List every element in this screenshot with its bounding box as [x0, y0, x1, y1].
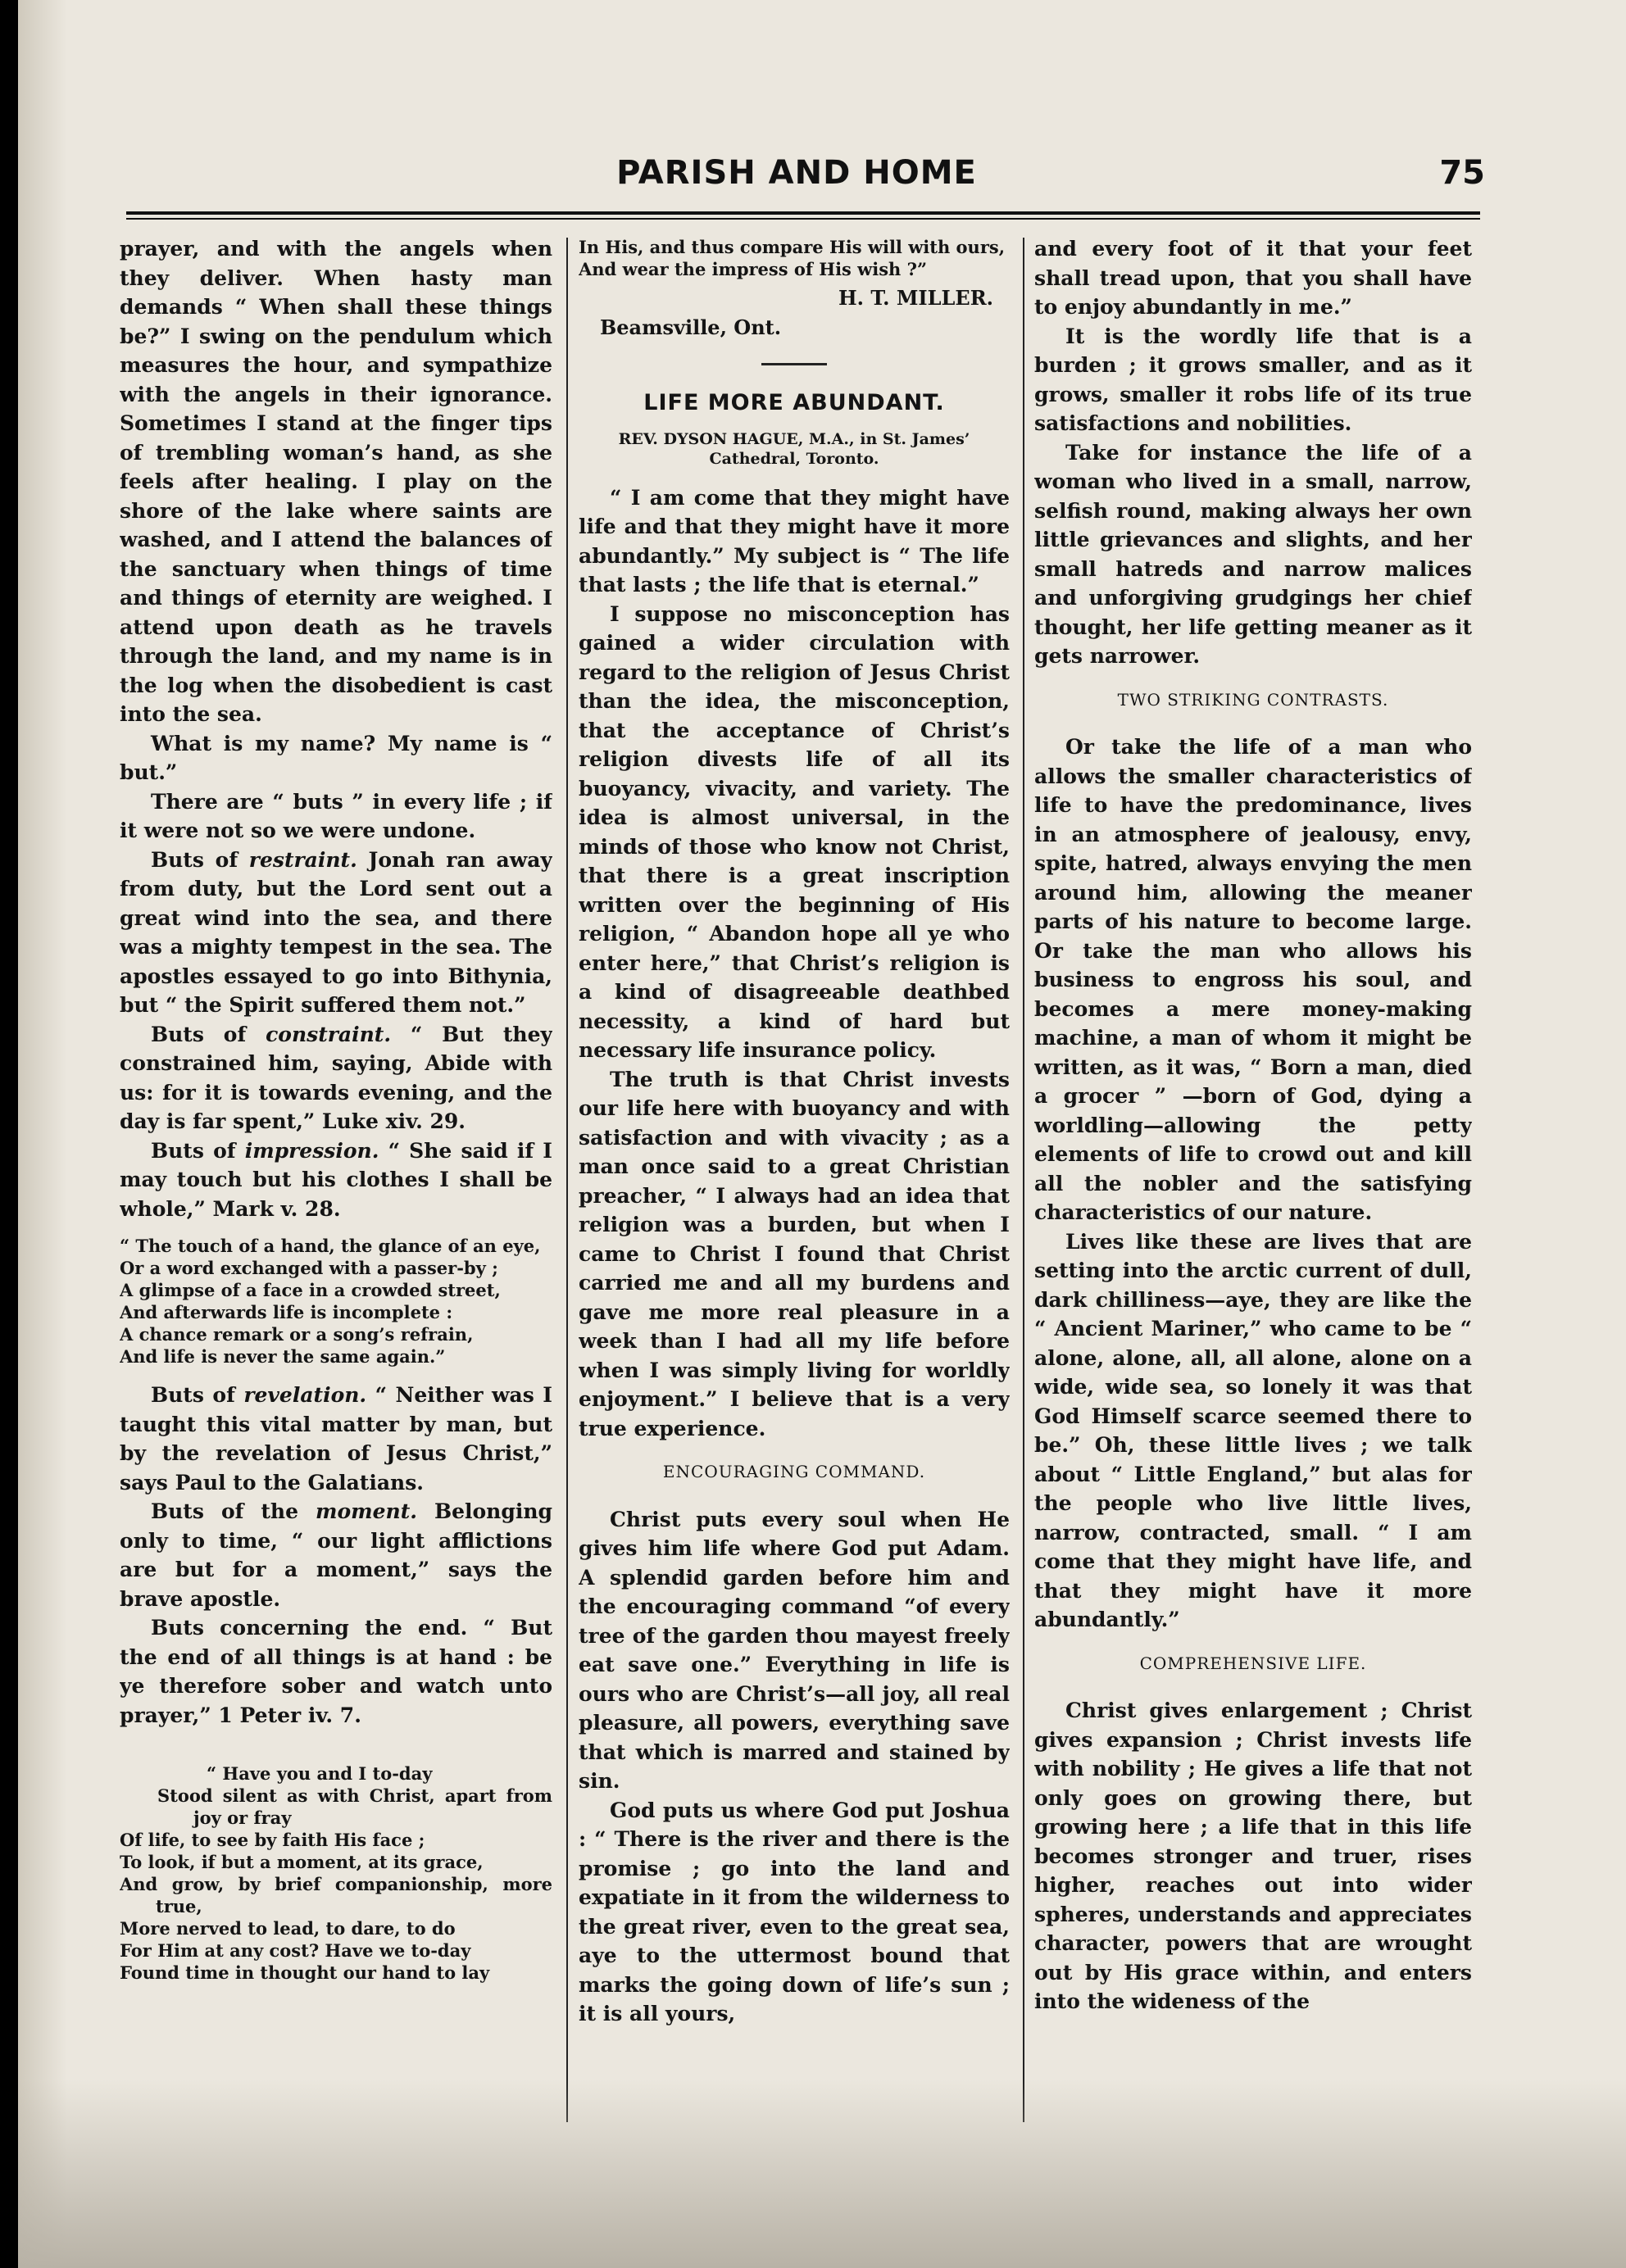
page-number: 75	[1439, 154, 1485, 192]
paragraph	[120, 1381, 552, 1497]
poem-line: For Him at any cost? Have we to-day	[120, 1940, 471, 1961]
byline-line: Cathedral, Toronto.	[709, 449, 879, 468]
poem-line: To look, if but a moment, at its grace,	[120, 1852, 484, 1872]
section-subheading: ENCOURAGING COMMAND.	[662, 1462, 926, 1481]
paragraph: Take for instance the life of a woman who lived in a small, narrow, selfish round, making always her own little grievances and slights, and her small hatreds and narrow malices and unforgiving grudgings her chief thought, her life getting meaner as it gets narrower.	[1034, 440, 1472, 668]
poem-quote	[120, 1235, 552, 1368]
paragraph: Christ puts every soul when He gives him life where God put Adam. A splendid garden before him and the encouraging command “of every tree of the garden thou mayest freely eat save one.” Everything in life is ours who are Christ’s—all joy, all real pleasure, all powers, everything save that which is marred and stained by sin.	[579, 1507, 1010, 1793]
text-run: Buts of	[151, 847, 249, 872]
emphasis: impression.	[244, 1138, 379, 1163]
text-run: “ But they constrained him, saying, Abide with us: for it is towards evening, and the day is far spent,” Luke xiv. 29.	[120, 1022, 552, 1133]
poem-quote	[579, 236, 1010, 280]
paragraph: Christ gives enlargement ; Christ gives expansion ; Christ invests life with nobility ; He gives a life that not only goes on growing there, but growing here ; a life that in this life becomes stronger and truer, rises higher, reaches out into wider spheres, understands and appreciates character, powers that are wrought out by His grace within, and enters into the wideness of the	[1034, 1699, 1472, 2013]
text-run: Buts of	[151, 1022, 266, 1046]
column-divider-left	[566, 238, 568, 2122]
text-run: “ Neither was I taught this vital matter by man, but by the revelation of Jesus Christ,” says Paul to the Galatians.	[120, 1383, 552, 1495]
column-3	[1034, 234, 1472, 2143]
paragraph: I suppose no misconception has gained a wider circulation with regard to the religion of Jesus Christ than the idea, the misconception, that the acceptance of Christ’s religion divests life of all its buoyancy, vivacity, and variety. The idea is almost universal, in the minds of those who know not Christ, that there is a great inscription written over the beginning of His religion, “ Abandon hope all ye who enter here,” that Christ’s religion is a kind of disagreeable deathbed necessity, a kind of hard but necessary life insurance policy.	[579, 601, 1010, 1062]
paragraph	[120, 1136, 552, 1224]
paragraph: Lives like these are lives that are setting into the arctic current of dull, dark chilliness—aye, they are like the “ Ancient Mariner,” who came to be “ alone, alone, all, all alone, alone on a wide, wide sea, so lonely it was that God Himself scarce seemed there to be.” Oh, these little lives ; we talk about “ Little England,” but alas for the people who live little lives, narrow, contracted, small. “ I am come that they might have life, and that they might have it more abundantly.”	[1034, 1229, 1472, 1631]
paragraph	[120, 846, 552, 1020]
text-run: Buts of	[151, 1383, 244, 1407]
poem-line: Found time in thought our hand to lay	[120, 1962, 490, 1983]
poem-line: In His, and thus compare His will with ours,	[579, 237, 1006, 257]
poem-line: And life is never the same again.”	[120, 1346, 446, 1367]
section-divider	[761, 363, 827, 365]
article-byline	[579, 429, 1010, 469]
emphasis: moment.	[316, 1499, 417, 1523]
poem-place: Beamsville, Ont.	[600, 315, 782, 339]
poem-line: And afterwards life is incomplete :	[120, 1302, 453, 1322]
text-run: Buts of the	[151, 1499, 316, 1523]
scanned-page	[18, 0, 1626, 2268]
paragraph: Buts concerning the end. “ But the end of all things is at hand : be ye therefore sober and watch unto prayer,” 1 Peter iv. 7.	[120, 1616, 552, 1727]
paragraph: “ I am come that they might have life and that they might have it more abundantly.” My subject is “ The life that lasts ; the life that is eternal.”	[579, 485, 1010, 596]
column-2	[579, 234, 1010, 2143]
emphasis: revelation.	[243, 1383, 367, 1407]
byline-line: REV. DYSON HAGUE, M.A., in St. James’	[618, 429, 970, 448]
column-divider-right	[1023, 238, 1024, 2122]
section-subheading: TWO STRIKING CONTRASTS.	[1117, 689, 1389, 710]
text-run: “ She said if I may touch but his clothes I shall be whole,” Mark v. 28.	[120, 1138, 552, 1221]
page-header-title: PARISH AND HOME	[616, 154, 977, 192]
paragraph: What is my name? My name is “ but.”	[120, 731, 552, 784]
paragraph: The truth is that Christ invests our life here with buoyancy and with satisfaction and with vivacity ; as a man once said to a great Christian preacher, “ I always had an idea that religion was a burden, but when I came to Christ I found that Christ carried me and all my burdens and gave me more real pleasure in a week than I had all my life before when I was simply living for worldly enjoyment.” I believe that is a very true experience.	[579, 1067, 1010, 1440]
text-run: Belonging only to time, “ our light afflictions are but for a moment,” says the brave apostle.	[120, 1499, 552, 1611]
poem-line: “ Have you and I to-day	[207, 1763, 433, 1784]
poem-line: A glimpse of a face in a crowded street,	[120, 1280, 501, 1300]
header-rule-thin	[126, 218, 1480, 220]
poem-line: And wear the impress of His wish ?”	[579, 259, 928, 279]
section-subheading: COMPREHENSIVE LIFE.	[1139, 1653, 1367, 1673]
paragraph	[120, 1497, 552, 1613]
paragraph: There are “ buts ” in every life ; if it were not so we were undone.	[120, 789, 552, 842]
article-title: LIFE MORE ABUNDANT.	[643, 390, 945, 415]
paragraph	[120, 1020, 552, 1136]
poem-signature: H. T. MILLER.	[838, 286, 993, 310]
text-run: Jonah ran away from duty, but the Lord sent out a great wind into the sea, and there was a mighty tempest in the sea. The apostles essayed to go into Bithynia, but “ the Spirit suffered them not.”	[120, 847, 552, 1017]
poem-line: Or a word exchanged with a passer-by ;	[120, 1258, 498, 1278]
poem-quote	[120, 1762, 552, 1984]
poem-line: “ The touch of a hand, the glance of an eye,	[120, 1236, 541, 1256]
poem-line: A chance remark or a song’s refrain,	[120, 1324, 474, 1345]
paragraph: It is the wordly life that is a burden ; it grows smaller, and as it grows, smaller it robs life of its true satisfactions and nobilities.	[1034, 324, 1472, 435]
poem-line: Of life, to see by faith His face ;	[120, 1830, 425, 1850]
text-run: Buts of	[151, 1138, 245, 1163]
poem-line: And grow, by brief companionship, more true,	[120, 1874, 552, 1916]
poem-line: More nerved to lead, to dare, to do	[120, 1918, 456, 1939]
paragraph: prayer, and with the angels when they deliver. When hasty man demands “ When shall these things be?” I swing on the pendulum which measures the hour, and sympathize with the angels in their ignorance. Sometimes I stand at the finger tips of trembling woman’s hand, as she feels after healing. I play on the shore of the lake where saints are washed, and I attend the balances of the sanctuary when things of time and things of eternity are weighed. I attend upon death as he travels through the land, and my name is in the log when the disobedient is cast into the sea.	[120, 237, 552, 726]
poem-line: Stood silent as with Christ, apart from joy or fray	[157, 1785, 552, 1828]
paragraph: God puts us where God put Joshua : “ There is the river and there is the promise ; go into the land and expatiate in it from the wilderness to the great river, even to the great sea, aye to the uttermost bound that marks the going down of life’s sun ; it is all yours,	[579, 1798, 1010, 2025]
column-1	[120, 234, 552, 2143]
emphasis: constraint.	[266, 1022, 392, 1046]
emphasis: restraint.	[248, 847, 357, 872]
paragraph: Or take the life of a man who allows the smaller characteristics of life to have the predominance, lives in an atmosphere of jealousy, envy, spite, hatred, always envying the men around him, allowing the meaner parts of his nature to become large. Or take the man who allows his business to engross his soul, and becomes a mere money-making machine, a man of whom it might be written, as it was, “ Born a man, died a grocer ” —born of God, dying a worldling—allowing the petty elements of life to crowd out and kill all the nobler and the satisfying characteristics of our nature.	[1034, 735, 1472, 1224]
paragraph: and every foot of it that your feet shall tread upon, that you shall have to enjoy abundantly in me.”	[1034, 237, 1472, 319]
header-rule-thick	[126, 211, 1480, 215]
